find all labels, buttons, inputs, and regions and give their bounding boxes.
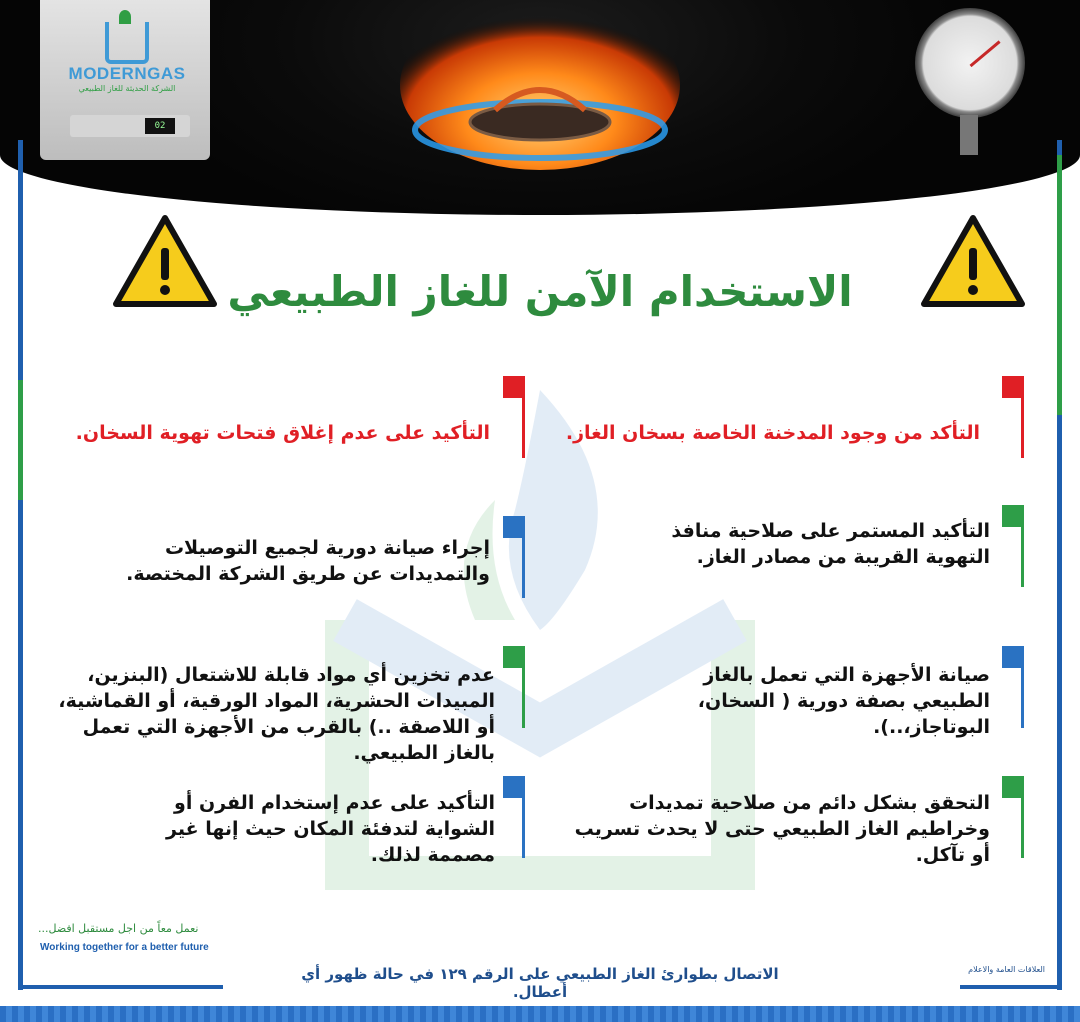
frame-bottom-right-line <box>960 985 1062 989</box>
pin-marker-red <box>1002 376 1024 458</box>
safety-tip-chimney: التأكد من وجود المدخنة الخاصة بسخان الغاز. <box>565 422 980 444</box>
safety-tip-flammables: عدم تخزين أي مواد قابلة للاشتعال (البنزين، المبيدات الحشرية، المواد الورقية، أو القماشية، أو اللاصقة ..) بالقرب من الأجهزة التي تعمل بالغاز الطبيعي. <box>58 664 495 764</box>
safety-tip-pipes: التحقق بشكل دائم من صلاحية تمديدات وخراطيم الغاز الطبيعي حتى لا يحدث تسريب أو تآكل. <box>574 792 990 866</box>
hero-banner <box>0 0 1080 215</box>
safety-tip-appliance-maintenance: صيانة الأجهزة التي تعمل بالغاز الطبيعي بصفة دورية ( السخان، البوتاجاز،..). <box>697 664 990 738</box>
pin-marker-blue <box>503 516 525 598</box>
pin-marker-green <box>503 646 525 728</box>
frame-left-accent <box>18 380 23 500</box>
gas-flame-icon <box>380 0 700 180</box>
frame-left-line <box>18 140 23 990</box>
bottom-stripe <box>0 1006 1080 1022</box>
company-logo <box>62 22 192 93</box>
safety-tip-maintenance: إجراء صيانة دورية لجميع التوصيلات والتمديدات عن طريق الشركة المختصة. <box>126 537 490 585</box>
pin-marker-blue <box>1002 646 1024 728</box>
pressure-gauge-image <box>915 8 1025 118</box>
logo-name: MODERNGAS <box>68 64 186 83</box>
department-label: العلاقات العامة والاعلام <box>968 965 1045 974</box>
heater-display: 02 <box>145 118 175 134</box>
page-title: الاستخدام الآمن للغاز الطبيعي <box>227 267 853 316</box>
gauge-needle <box>970 40 1001 67</box>
pin-marker-blue <box>503 776 525 858</box>
logo-mark-icon <box>105 22 149 64</box>
pin-marker-red <box>503 376 525 458</box>
frame-right-accent <box>1057 155 1062 415</box>
heater-control-panel <box>70 115 190 137</box>
frame-bottom-left-line <box>18 985 223 989</box>
slogan-arabic: نعمل معاً من اجل مستقبل افضل... <box>38 922 199 935</box>
slogan-english: Working together for a better future <box>40 942 209 953</box>
gauge-pipe <box>960 115 978 155</box>
pin-marker-green <box>1002 505 1024 587</box>
warning-right-icon <box>918 212 1028 312</box>
safety-tip-oven: التأكيد على عدم إستخدام الفرن أو الشواية لتدفئة المكان حيث إنها غير مصممة لذلك. <box>166 792 495 866</box>
pin-marker-green <box>1002 776 1024 858</box>
safety-tip-heater-vents: التأكيد على عدم إغلاق فتحات تهوية السخان. <box>75 422 490 444</box>
logo-subtitle: الشركة الحديثة للغاز الطبيعي <box>78 84 176 93</box>
emergency-footer: الاتصال بطوارئ الغاز الطبيعي على الرقم ١٢٩ في حالة ظهور أي أعطال. <box>301 965 779 1001</box>
safety-tip-ventilation: التأكيد المستمر على صلاحية منافذ التهوية القريبة من مصادر الغاز. <box>671 520 990 568</box>
